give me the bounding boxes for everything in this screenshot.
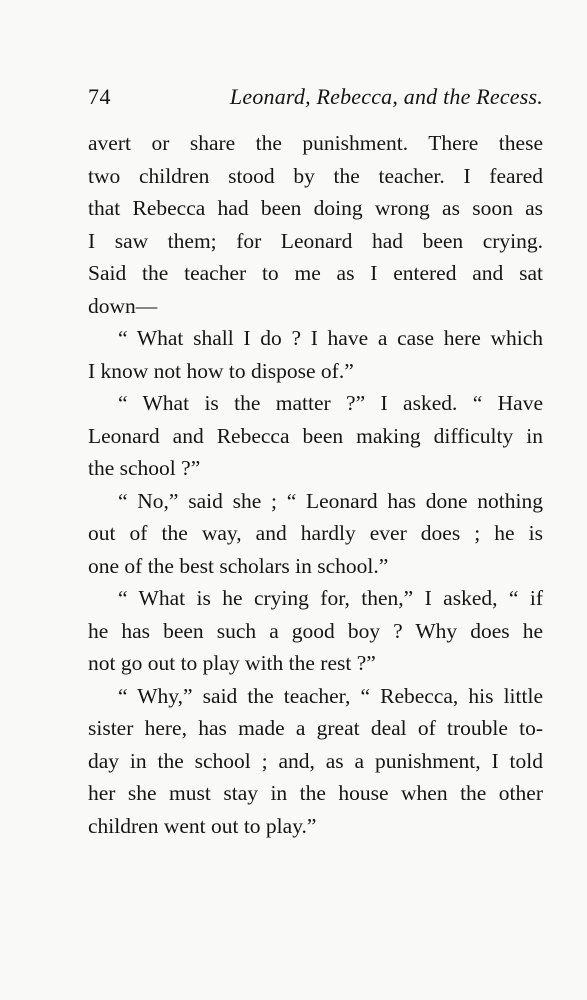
- text-line: “ What is he crying for, then,” I asked, “ if: [118, 586, 543, 610]
- text-line: the school ?”: [88, 456, 201, 480]
- text-line: I know not how to dispose of.”: [88, 358, 354, 383]
- text-line: “ Why,” said the teacher, “ Rebecca, his little: [118, 683, 543, 708]
- text-line: two children stood by the teacher. I feared: [88, 163, 543, 188]
- text-line: that Rebecca had been doing wrong as soon as: [88, 196, 543, 220]
- text-line: out of the way, and hardly ever does ; he is: [88, 521, 543, 545]
- page-number: 74: [88, 84, 111, 109]
- text-line: “ What is the matter ?” I asked. “ Have: [118, 391, 543, 415]
- text-line: he has been such a good boy ? Why does he: [88, 618, 543, 643]
- body-text: [88, 127, 543, 842]
- text-line: children went out to play.”: [88, 813, 317, 838]
- running-title: Leonard, Rebecca, and the Recess.: [229, 84, 543, 109]
- text-line: Said the teacher to me as I entered and sat: [88, 261, 543, 285]
- text-line: her she must stay in the house when the other: [88, 781, 543, 805]
- text-line: day in the school ; and, as a punishment, I told: [88, 748, 543, 773]
- text-line: sister here, has made a great deal of trouble to-: [88, 716, 543, 740]
- text-line: avert or share the punishment. There these: [88, 131, 543, 155]
- text-line: not go out to play with the rest ?”: [88, 651, 376, 675]
- text-line: one of the best scholars in school.”: [88, 553, 389, 578]
- text-line: “ No,” said she ; “ Leonard has done nothing: [118, 488, 543, 513]
- text-line: Leonard and Rebecca been making difficulty in: [88, 423, 543, 448]
- text-line: I saw them; for Leonard had been crying.: [88, 228, 543, 253]
- text-line: “ What shall I do ? I have a case here which: [118, 326, 543, 350]
- text-line: down—: [88, 293, 158, 318]
- page-header: [88, 80, 543, 114]
